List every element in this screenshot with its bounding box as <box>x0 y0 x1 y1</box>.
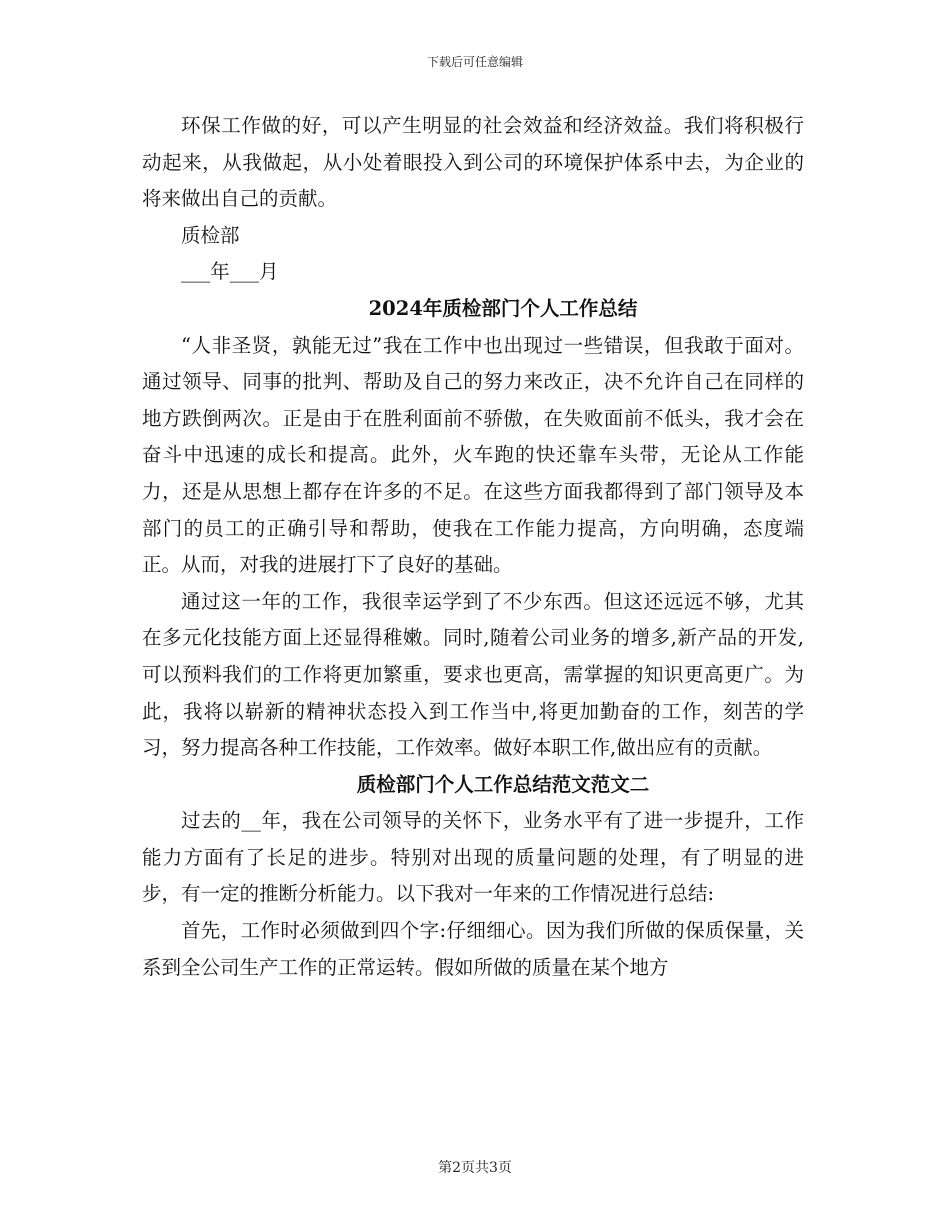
document-body <box>142 108 804 986</box>
section1-paragraph-2: 通过这一年的工作，我很幸运学到了不少东西。但这还远远不够，尤其在多元化技能方面上还显得稚嫩。同时,随着公司业务的增多,新产品的开发,可以预料我们的工作将更加繁重，要求也更高，需掌握的知识更高更广。为此，我将以崭新的精神状态投入到工作当中,将更加勤奋的工作，刻苦的学习，努力提高各种工作技能，工作效率。做好本职工作,做出应有的贡献。 <box>142 589 804 760</box>
section1-paragraph-1: “人非圣贤，孰能无过”我在工作中也出现过一些错误，但我敢于面对。通过领导、同事的批判、帮助及自己的努力来改正，决不允许自己在同样的地方跌倒两次。正是由于在胜利面前不骄傲，在失败面前不低头，我才会在奋斗中迅速的成长和提高。此外，火车跑的快还靠车头带，无论从工作能力，还是从思想上都存在许多的不足。在这些方面我都得到了部门领导及本部门的员工的正确引导和帮助，使我在工作能力提高，方向明确，态度端正。从而，对我的进展打下了良好的基础。 <box>142 333 804 577</box>
page-footer: 第2页共3页 <box>438 1160 512 1176</box>
section2-title: 质检部门个人工作总结范文范文二 <box>356 772 650 796</box>
section2-paragraph-1: 过去的__年，我在公司领导的关怀下，业务水平有了进一步提升，工作能力方面有了长足的进步。特别对出现的质量问题的处理，有了明显的进步，有一定的推断分析能力。以下我对一年来的工作情况进行总结: <box>142 809 804 906</box>
page-header: 下载后可任意编辑 <box>426 55 523 69</box>
section1-title: 2024年质检部门个人工作总结 <box>368 296 638 320</box>
section2-paragraph-2: 首先，工作时必须做到四个字:仔细细心。因为我们所做的保质保量，关系到全公司生产工作的正常运转。假如所做的质量在某个地方 <box>142 919 804 979</box>
date-line: ___年___月 <box>181 260 279 284</box>
paragraph-environment: 环保工作做的好，可以产生明显的社会效益和经济效益。我们将积极行动起来，从我做起，从小处着眼投入到公司的环境保护体系中去，为企业的将来做出自己的贡献。 <box>142 114 804 211</box>
signature-department: 质检部 <box>181 223 240 247</box>
